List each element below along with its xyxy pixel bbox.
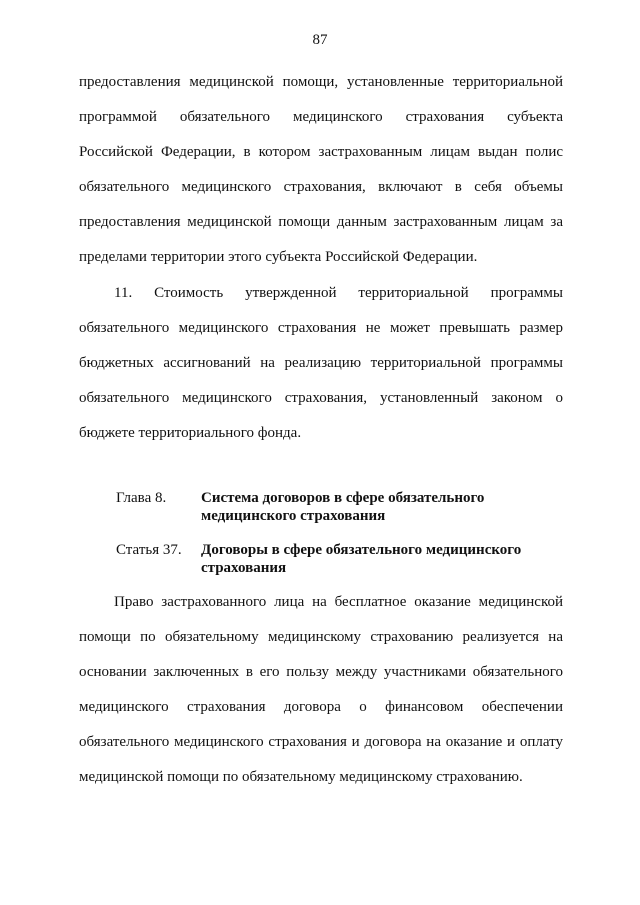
paragraph-2-line-4: обязательного медицинского страхования, установленный законом о: [79, 390, 563, 406]
chapter-title-line-1: Система договоров в сфере обязательного: [201, 490, 485, 506]
article-title-line-1: Договоры в сфере обязательного медицинского: [201, 542, 522, 558]
chapter-label: Глава 8.: [116, 490, 167, 506]
article-title-line-2: страхования: [201, 560, 287, 576]
paragraph-1-line-6: пределами территории этого субъекта Российской Федерации.: [79, 249, 478, 265]
paragraph-2-line-5: бюджете территориального фонда.: [79, 425, 302, 441]
paragraph-1-line-1: предоставления медицинской помощи, установленные территориальной: [79, 74, 563, 90]
paragraph-3-line-6: медицинской помощи по обязательному медицинскому страхованию.: [79, 769, 523, 785]
paragraph-2-line-1: 11. Стоимость утвержденной территориальной программы: [114, 285, 563, 301]
paragraph-2-line-2: обязательного медицинского страхования не может превышать размер: [79, 320, 563, 336]
article-label: Статья 37.: [116, 542, 182, 558]
paragraph-1-line-5: предоставления медицинской помощи данным застрахованным лицам за: [79, 214, 563, 230]
paragraph-3-line-3: основании заключенных в его пользу между участниками обязательного: [79, 664, 563, 680]
chapter-title-line-2: медицинского страхования: [201, 508, 386, 524]
page-number: 87: [312, 32, 328, 48]
paragraph-3-line-1: Право застрахованного лица на бесплатное оказание медицинской: [114, 594, 563, 610]
paragraph-1-line-2: программой обязательного медицинского страхования субъекта: [79, 109, 563, 125]
paragraph-3-line-5: обязательного медицинского страхования и договора на оказание и оплату: [79, 734, 563, 750]
paragraph-1-line-4: обязательного медицинского страхования, включают в себя объемы: [79, 179, 563, 195]
paragraph-3-line-4: медицинского страхования договора о финансовом обеспечении: [79, 699, 563, 715]
paragraph-3-line-2: помощи по обязательному медицинскому страхованию реализуется на: [79, 629, 563, 645]
paragraph-2-line-3: бюджетных ассигнований на реализацию территориальной программы: [79, 355, 563, 371]
paragraph-1-line-3: Российской Федерации, в котором застрахованным лицам выдан полис: [79, 144, 563, 160]
